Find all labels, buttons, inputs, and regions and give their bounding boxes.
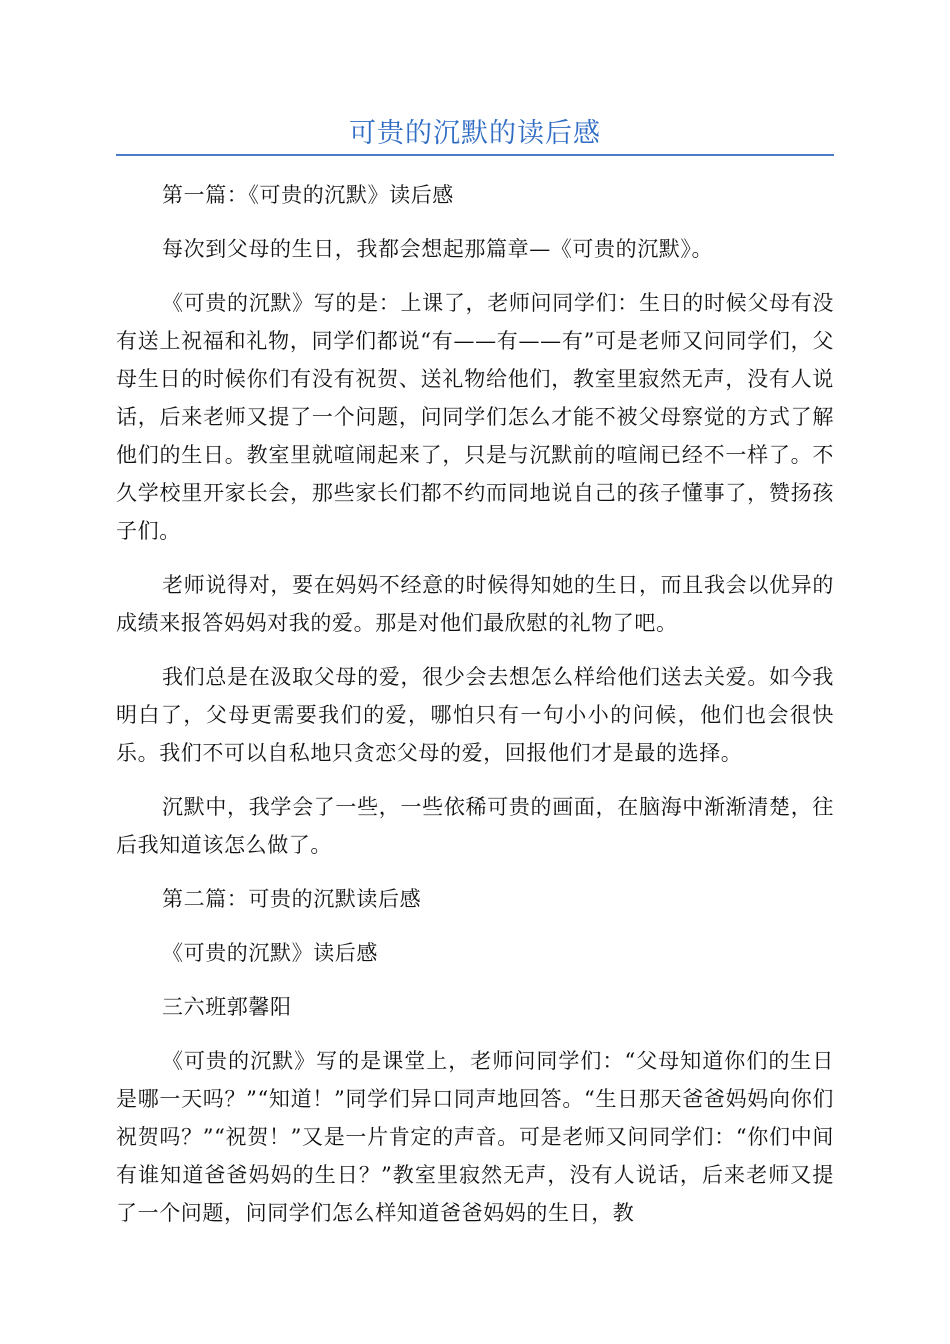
paragraph-5: 我们总是在汲取父母的爱，很少会去想怎么样给他们送去关爱。如今我明白了，父母更需要我们的爱，哪怕只有一句小小的问候，他们也会很快乐。我们不可以自私地只贪恋父母的爱，回报他们才是最的选择。 <box>116 665 834 765</box>
paragraph-3: 《可贵的沉默》写的是：上课了，老师问同学们：生日的时候父母有没有送上祝福和礼物，同学们都说“有——有——有”可是老师又问同学们，父母生日的时候你们有没有祝贺、送礼物给他们，教室里寂然无声，没有人说话，后来老师又提了一个问题，问同学们怎么才能不被父母察觉的方式了解他们的生日。教室里就喧闹起来了，只是与沉默前的喧闹已经不一样了。不久学校里开家长会，那些家长们都不约而同地说自己的孩子懂事了，赞扬孩子们。 <box>116 291 834 543</box>
page-title: 可贵的沉默的读后感 <box>349 118 601 149</box>
paragraph-2: 每次到父母的生日，我都会想起那篇章—《可贵的沉默》。 <box>162 237 714 261</box>
paragraph-7: 第二篇：可贵的沉默读后感 <box>162 887 422 911</box>
paragraph-10: 《可贵的沉默》写的是课堂上，老师问同学们：“父母知道你们的生日是哪一天吗？”“知道！”同学们异口同声地回答。“生日那天爸爸妈妈向你们祝贺吗？”“祝贺！”又是一片肯定的声音。可是老师又问同学们：“你们中间有谁知道爸爸妈妈的生日？”教室里寂然无声，没有人说话，后来老师又提了一个问题，问同学们怎么样知道爸爸妈妈的生日，教 <box>116 1049 834 1225</box>
paragraph-9: 三六班郭馨阳 <box>162 995 292 1019</box>
paragraph-4: 老师说得对，要在妈妈不经意的时候得知她的生日，而且我会以优异的成绩来报答妈妈对我的爱。那是对他们最欣慰的礼物了吧。 <box>116 573 834 635</box>
paragraph-8: 《可贵的沉默》读后感 <box>162 941 378 965</box>
title-underline <box>116 154 834 156</box>
paragraph-6: 沉默中，我学会了一些，一些依稀可贵的画面，在脑海中渐渐清楚，往后我知道该怎么做了。 <box>116 795 834 857</box>
document-body <box>116 176 834 1248</box>
paragraph-1: 第一篇：《可贵的沉默》读后感 <box>162 183 454 207</box>
